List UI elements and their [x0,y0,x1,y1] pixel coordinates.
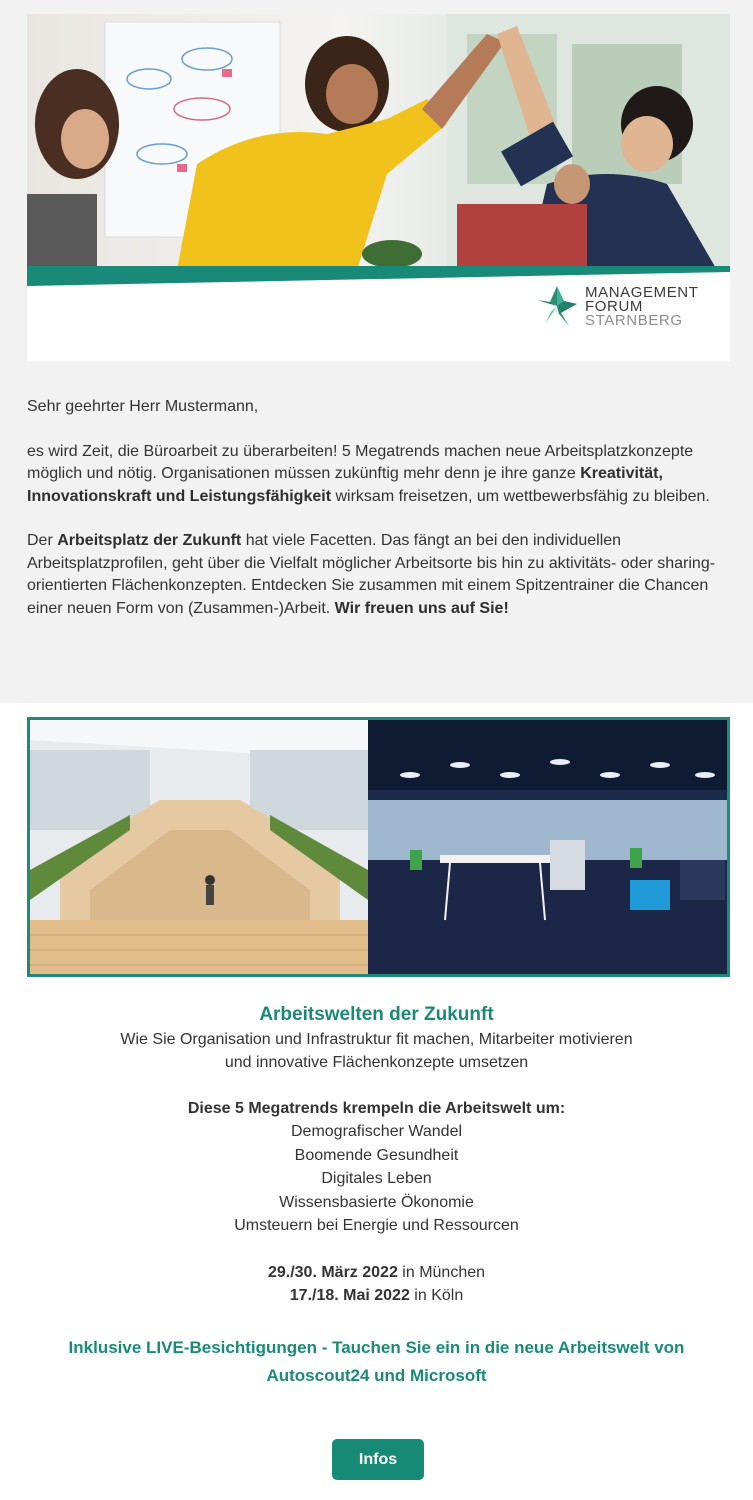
hero-banner [27,14,730,361]
intro-section [0,0,753,703]
date-separator: in [409,1287,432,1304]
event-city: München [419,1263,486,1281]
date-separator: in [397,1263,420,1281]
atrium-stairs-photo [30,720,368,974]
event-date-row [0,1284,753,1308]
event-subtitle-line-1: Wie Sie Organisation und Infrastruktur fit machen, Mitarbeiter motivieren [120,1031,633,1048]
event-date-row [0,1261,753,1285]
logo-text-management: MANAGEMENT [585,284,699,301]
p2-text-mid: hat viele Facetten. Das fängt an bei den individuellen Arbeitsplatzprofilen, geht über die Vielfalt möglicher Arbeitsorte bis hin zu aktivitäts- oder sharing-orientierten Flächenkonzepten. Entdecken Sie zusammen mit einem Spitzentrainer die Chancen einer neuen Form von (Zusammen-)Arbeit. [27,532,716,617]
p1-bold: Kreativität, Innovationskraft und Leistungsfähigkeit [27,465,663,505]
logo-text-starnberg: STARNBERG [585,312,683,329]
megatrend-item: Demografischer Wandel [290,1123,463,1140]
logo-text-forum: FORUM [585,298,643,315]
p2-bold: Arbeitsplatz der Zukunft [57,532,242,549]
salutation: Sehr geehrter Herr Mustermann, [27,398,259,415]
event-date: 29./30. März 2022 [267,1263,398,1281]
management-forum-logo [535,284,725,334]
megatrend-item: Umsteuern bei Energie und Ressourcen [234,1217,519,1234]
hero-photo-team-high-five [27,14,730,270]
letter-body [27,396,732,642]
megatrend-item: Digitales Leben [321,1170,432,1187]
p1-text: es wird Zeit, die Büroarbeit zu überarbeiten! 5 Megatrends machen neue Arbeitsplatzkonzepte möglich und nötig. Organisationen müssen zukünftig mehr denn je ihre ganze [27,442,694,482]
letter-paragraph-2 [27,530,732,620]
megatrends-heading: Diese 5 Megatrends krempeln die Arbeitswelt um: [187,1100,566,1117]
live-visits-note: Inklusive LIVE-Besichtigungen - Tauchen Sie ein in die neue Arbeitswelt von Autoscout24 und Microsoft [68,1338,685,1385]
event-info [0,1002,753,1308]
event-dates [0,1261,753,1308]
logo-star-icon [535,284,579,330]
p2-bold-end: Wir freuen uns auf Sie! [334,599,509,617]
megatrend-item: Boomende Gesundheit [294,1146,459,1164]
office-images-band [27,717,730,977]
open-office-photo [368,720,727,974]
event-title: Arbeitswelten der Zukunft [259,1004,494,1025]
event-subtitle-line-2: und innovative Flächenkonzepte umsetzen [224,1054,529,1071]
infos-button[interactable]: Infos [332,1439,424,1480]
p2-text: Der [27,532,58,549]
letter-paragraph-1 [27,441,732,509]
event-date: 17./18. Mai 2022 [289,1287,410,1304]
event-city: Köln [431,1287,464,1304]
p1-text-end: wirksam freisetzen, um wettbewerbsfähig zu bleiben. [331,487,710,505]
megatrend-item: Wissensbasierte Ökonomie [279,1193,474,1211]
